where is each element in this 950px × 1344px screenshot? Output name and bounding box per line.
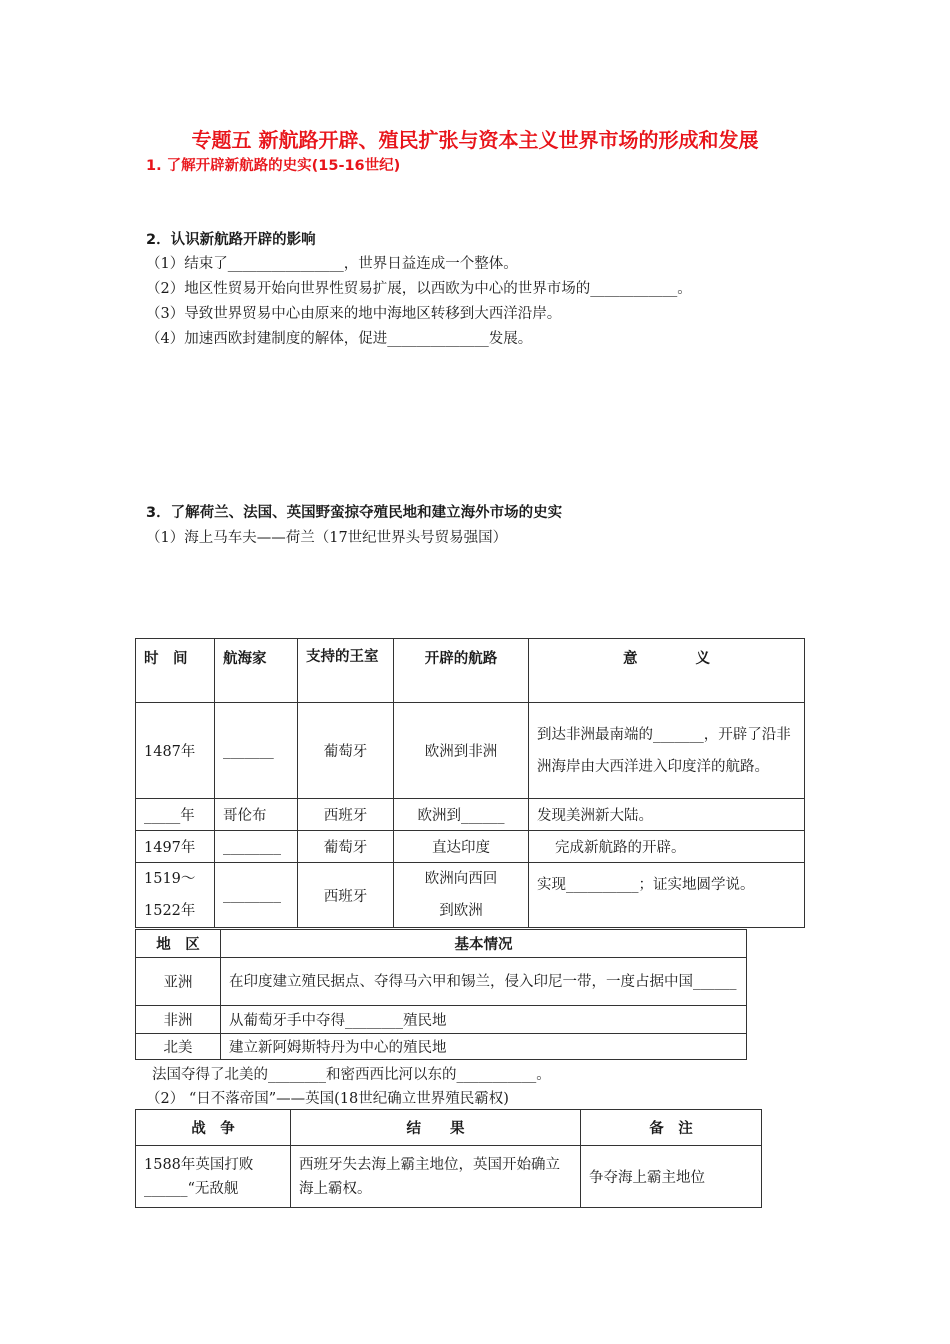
- cell-significance: 到达非洲最南端的_______，开辟了沿非洲海岸由大西洋进入印度洋的航路。: [529, 703, 805, 799]
- section-3-sub-2: （2） “日不落帝国”——英国(18世纪确立世界殖民霸权): [146, 1091, 509, 1107]
- britain-wars-table: [135, 1109, 762, 1208]
- cell-result: 西班牙失去海上霸主地位，英国开始确立海上霸权。: [291, 1146, 581, 1208]
- cell-region: 亚洲: [136, 958, 221, 1006]
- cell-royal: 葡萄牙: [298, 831, 394, 863]
- header-significance: 意 义: [529, 639, 805, 703]
- table-row: [136, 863, 805, 928]
- section-3-heading: 3．了解荷兰、法国、英国野蛮掠夺殖民地和建立海外市场的史实: [146, 505, 563, 521]
- section-2-item-3: （3）导致世界贸易中心由原来的地中海地区转移到大西洋沿岸。: [146, 306, 562, 322]
- header-time: 时 间: [136, 639, 215, 703]
- cell-note: 争夺海上霸主地位: [581, 1146, 762, 1208]
- voyage-table: [135, 638, 805, 928]
- header-war: 战 争: [136, 1110, 291, 1146]
- section-3-sub-1: （1）海上马车夫——荷兰（17世纪世界头号贸易强国）: [146, 530, 508, 546]
- cell-navigator: ________: [215, 863, 298, 928]
- header-basic-info: 基本情况: [221, 930, 747, 958]
- header-result: 结 果: [291, 1110, 581, 1146]
- cell-time: _____年: [136, 799, 215, 831]
- table-row: [136, 1006, 747, 1034]
- section-2-heading: 2．认识新航路开辟的影响: [146, 232, 316, 248]
- table-row: [136, 958, 747, 1006]
- cell-significance: 实现__________；证实地圆学说。: [529, 863, 805, 928]
- cell-time: 1519～1522年: [136, 863, 215, 928]
- cell-navigator: _______: [215, 703, 298, 799]
- table-row: [136, 799, 805, 831]
- cell-route: 欧洲到非洲: [394, 703, 529, 799]
- header-navigator: 航海家: [215, 639, 298, 703]
- cell-region: 非洲: [136, 1006, 221, 1034]
- cell-navigator: ________: [215, 831, 298, 863]
- header-route: 开辟的航路: [394, 639, 529, 703]
- cell-royal: 西班牙: [298, 799, 394, 831]
- table-row: [136, 703, 805, 799]
- cell-navigator: 哥伦布: [215, 799, 298, 831]
- cell-info: 建立新阿姆斯特丹为中心的殖民地: [221, 1034, 747, 1060]
- page-title: 专题五 新航路开辟、殖民扩张与资本主义世界市场的形成和发展: [191, 128, 759, 152]
- cell-time: 1487年: [136, 703, 215, 799]
- section-1-heading: 1. 了解开辟新航路的史实(15-16世纪): [146, 158, 401, 174]
- cell-time: 1497年: [136, 831, 215, 863]
- cell-war: 1588年英国打败______“无敌舰: [136, 1146, 291, 1208]
- cell-info: 从葡萄牙手中夺得________殖民地: [221, 1006, 747, 1034]
- cell-route: 欧洲向西回到欧洲: [394, 863, 529, 928]
- section-2-item-2: （2）地区性贸易开始向世界性贸易扩展，以西欧为中心的世界市场的____________。: [146, 281, 692, 297]
- header-region: 地 区: [136, 930, 221, 958]
- cell-royal: 西班牙: [298, 863, 394, 928]
- header-note: 备 注: [581, 1110, 762, 1146]
- cell-info: 在印度建立殖民据点、夺得马六甲和锡兰，侵入印尼一带，一度占据中国______: [221, 958, 747, 1006]
- cell-royal: 葡萄牙: [298, 703, 394, 799]
- section-2-item-4: （4）加速西欧封建制度的解体，促进______________发展。: [146, 331, 533, 347]
- cell-significance: 发现美洲新大陆。: [529, 799, 805, 831]
- dutch-colonies-table: [135, 929, 747, 1060]
- table-row: [136, 1146, 762, 1208]
- cell-significance: 完成新航路的开辟。: [529, 831, 805, 863]
- cell-route: 直达印度: [394, 831, 529, 863]
- table-row: [136, 1034, 747, 1060]
- cell-route: 欧洲到______: [394, 799, 529, 831]
- header-royal: 支持的王室: [298, 639, 394, 703]
- cell-region: 北美: [136, 1034, 221, 1060]
- section-2-item-1: （1）结束了________________，世界日益连成一个整体。: [146, 256, 518, 272]
- table-row: [136, 831, 805, 863]
- france-line: 法国夺得了北美的________和密西西比河以东的___________。: [152, 1067, 551, 1083]
